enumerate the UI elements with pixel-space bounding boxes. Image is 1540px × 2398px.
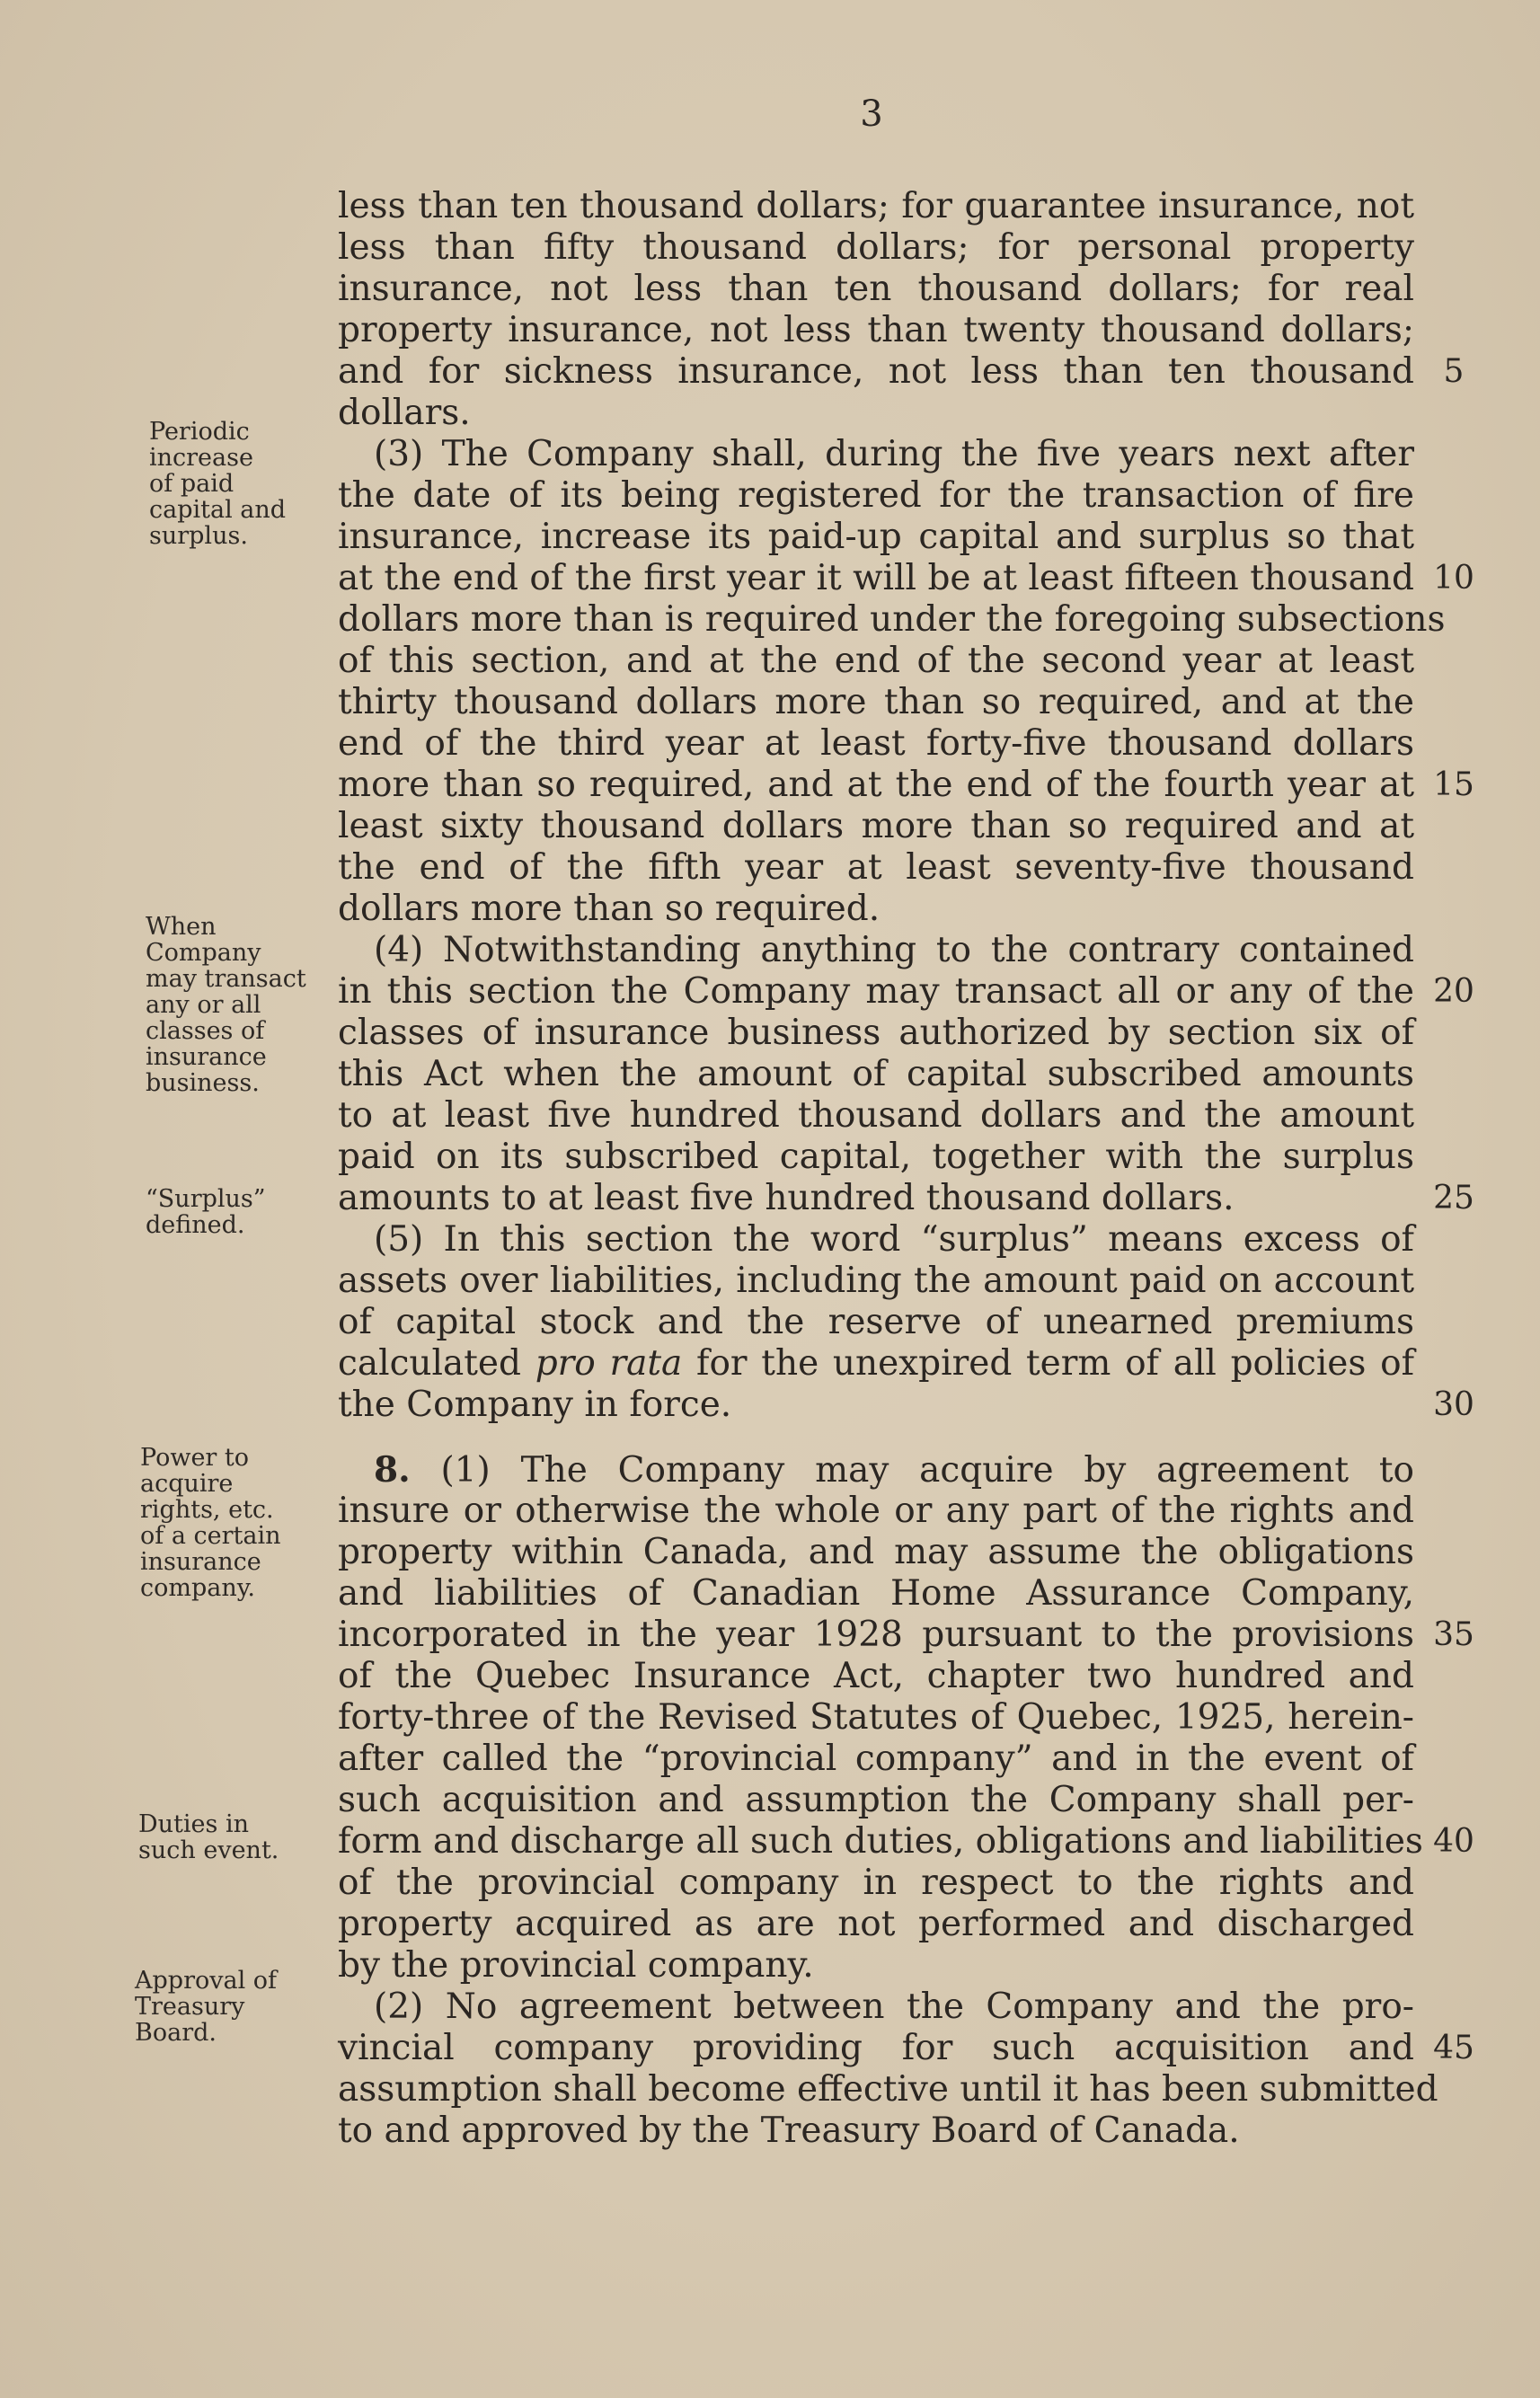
margin-note-line: Duties in bbox=[138, 1810, 249, 1838]
line-text: the Company in force. bbox=[338, 1385, 732, 1425]
line-number: 20 bbox=[1433, 973, 1474, 1010]
line-text: property acquired as are not performed and discharged bbox=[338, 1904, 1414, 1944]
line-text: this Act when the amount of capital subscribed amounts bbox=[338, 1054, 1414, 1094]
margin-note-line: When bbox=[146, 913, 217, 941]
body-line bbox=[338, 1449, 1414, 1491]
margin-note bbox=[146, 1186, 325, 1238]
line-text: dollars. bbox=[338, 393, 471, 433]
line-number: 25 bbox=[1433, 1180, 1474, 1217]
line-text: more than so required, and at the end of the fourth year at bbox=[338, 765, 1414, 805]
body-line bbox=[338, 517, 1414, 558]
margin-note bbox=[146, 914, 325, 1096]
line-number: 45 bbox=[1433, 2030, 1474, 2066]
body-line bbox=[338, 1054, 1414, 1095]
body-line bbox=[338, 1656, 1414, 1697]
margin-note-line: Periodic bbox=[149, 418, 250, 446]
margin-note-line: Approval of bbox=[135, 1967, 278, 1995]
margin-note-line: any or all bbox=[146, 991, 261, 1019]
line-number: 30 bbox=[1433, 1386, 1474, 1423]
page-number: 3 bbox=[860, 93, 883, 135]
body-line bbox=[338, 1491, 1414, 1532]
line-text: insure or otherwise the whole or any part of the rights and bbox=[338, 1491, 1414, 1531]
body-line bbox=[338, 1261, 1414, 1302]
body-line bbox=[338, 1095, 1414, 1137]
margin-note-line: “Surplus” bbox=[146, 1185, 266, 1213]
line-text: in this section the Company may transact all or any of the bbox=[338, 971, 1414, 1012]
line-text: (5) In this section the word “surplus” means excess of bbox=[374, 1219, 1414, 1260]
line-text: of this section, and at the end of the second year at least bbox=[338, 641, 1414, 681]
body-line bbox=[338, 227, 1414, 269]
body-line bbox=[338, 269, 1414, 310]
body-line bbox=[338, 2028, 1414, 2069]
margin-note-line: acquire bbox=[140, 1470, 234, 1498]
margin-note-line: surplus. bbox=[149, 522, 248, 550]
margin-note-line: business. bbox=[146, 1069, 260, 1097]
margin-note-line: classes of bbox=[146, 1017, 265, 1045]
line-text: amounts to at least five hundred thousand dollars. bbox=[338, 1178, 1235, 1218]
body-line bbox=[338, 1780, 1414, 1821]
line-number: 40 bbox=[1433, 1823, 1474, 1860]
line-text: for the unexpired term of all policies of bbox=[682, 1343, 1415, 1384]
margin-note-line: defined. bbox=[146, 1211, 245, 1239]
body-line bbox=[338, 889, 1414, 930]
body-line bbox=[338, 1573, 1414, 1615]
margin-note-line: capital and bbox=[149, 496, 287, 524]
margin-note-line: rights, etc. bbox=[140, 1496, 274, 1524]
body-line bbox=[338, 186, 1414, 227]
line-text: to and approved by the Treasury Board of Canada. bbox=[338, 2110, 1240, 2151]
body-line bbox=[338, 393, 1414, 434]
body-line bbox=[338, 1863, 1414, 1904]
line-text: of the Quebec Insurance Act, chapter two hundred and bbox=[338, 1656, 1414, 1696]
line-text: to at least five hundred thousand dollars and the amount bbox=[338, 1095, 1414, 1136]
line-text: at the end of the first year it will be at least fifteen thousand bbox=[338, 558, 1414, 598]
line-text: calculated bbox=[338, 1343, 535, 1384]
line-text: dollars more than so required. bbox=[338, 889, 881, 929]
margin-note-line: Power to bbox=[140, 1444, 250, 1472]
line-text: (3) The Company shall, during the five years next after bbox=[374, 434, 1414, 474]
line-text: of capital stock and the reserve of unearned premiums bbox=[338, 1302, 1414, 1342]
section-number: 8. bbox=[374, 1449, 411, 1491]
body-line bbox=[338, 1137, 1414, 1178]
line-text: by the provincial company. bbox=[338, 1945, 814, 1986]
line-text: and liabilities of Canadian Home Assurance Company, bbox=[338, 1573, 1414, 1614]
body-line bbox=[338, 1697, 1414, 1739]
line-text: less than ten thousand dollars; for guarantee insurance, not bbox=[338, 186, 1414, 226]
line-text: assets over liabilities, including the amount paid on account bbox=[338, 1261, 1414, 1301]
body-line bbox=[338, 930, 1414, 971]
margin-note bbox=[149, 419, 329, 549]
body-line bbox=[338, 1532, 1414, 1573]
line-text: dollars more than is required under the foregoing subsections bbox=[338, 599, 1446, 640]
line-text: less than fifty thousand dollars; for personal property bbox=[338, 227, 1414, 268]
margin-note-line: increase bbox=[149, 444, 253, 472]
body-line bbox=[338, 1987, 1414, 2028]
body-line bbox=[338, 1385, 1414, 1426]
margin-note bbox=[140, 1445, 320, 1601]
line-text: end of the third year at least forty-five thousand dollars bbox=[338, 723, 1414, 764]
body-line bbox=[338, 1615, 1414, 1656]
line-text: assumption shall become effective until it has been submitted bbox=[338, 2069, 1438, 2110]
line-text: least sixty thousand dollars more than so required and at bbox=[338, 806, 1414, 846]
body-line bbox=[338, 723, 1414, 765]
body-line bbox=[338, 1013, 1414, 1054]
margin-note-line: such event. bbox=[138, 1836, 279, 1864]
line-text: form and discharge all such duties, obligations and liabilities bbox=[338, 1821, 1423, 1862]
line-text: property insurance, not less than twenty thousand dollars; bbox=[338, 310, 1414, 350]
line-text: and for sickness insurance, not less than ten thousand bbox=[338, 351, 1414, 392]
margin-note-line: company. bbox=[140, 1574, 255, 1602]
body-line bbox=[338, 351, 1414, 393]
line-text: forty-three of the Revised Statutes of Quebec, 1925, herein- bbox=[338, 1697, 1414, 1738]
margin-note-line: of a certain bbox=[140, 1522, 281, 1550]
line-text: after called the “provincial company” and in the event of bbox=[338, 1739, 1414, 1779]
body-line bbox=[338, 1945, 1414, 1987]
body-line bbox=[338, 2069, 1438, 2110]
margin-note-line: Board. bbox=[135, 2019, 217, 2047]
line-text: the date of its being registered for the transaction of fire bbox=[338, 475, 1414, 516]
body-line bbox=[338, 1739, 1414, 1780]
margin-note bbox=[138, 1811, 318, 1863]
body-line bbox=[338, 310, 1414, 351]
body-line bbox=[338, 475, 1414, 517]
line-text: insurance, not less than ten thousand dollars; for real bbox=[338, 269, 1414, 309]
margin-note-line: insurance bbox=[140, 1548, 261, 1576]
body-line bbox=[338, 1343, 1414, 1385]
line-text: incorporated in the year 1928 pursuant to the provisions bbox=[338, 1615, 1414, 1655]
body-line bbox=[338, 641, 1414, 682]
line-number: 5 bbox=[1443, 353, 1465, 390]
line-number: 15 bbox=[1433, 766, 1474, 803]
margin-note-line: of paid bbox=[149, 470, 235, 498]
line-text: such acquisition and assumption the Company shall per- bbox=[338, 1780, 1414, 1820]
body-line bbox=[338, 599, 1446, 641]
line-number: 10 bbox=[1433, 560, 1474, 597]
body-line bbox=[338, 971, 1414, 1013]
line-text: the end of the fifth year at least seventy-five thousand bbox=[338, 847, 1414, 888]
margin-note bbox=[135, 1968, 314, 2046]
body-line bbox=[338, 1302, 1414, 1343]
line-number: 35 bbox=[1433, 1616, 1474, 1653]
line-text: property within Canada, and may assume the obligations bbox=[338, 1532, 1414, 1572]
margin-note-line: insurance bbox=[146, 1043, 267, 1071]
body-line bbox=[338, 2110, 1414, 2152]
body-line bbox=[338, 765, 1414, 806]
body-line bbox=[338, 434, 1414, 475]
line-text: of the provincial company in respect to the rights and bbox=[338, 1863, 1414, 1903]
line-text: vincial company providing for such acquisition and bbox=[338, 2028, 1414, 2068]
body-line bbox=[338, 1219, 1414, 1261]
margin-note-line: Company bbox=[146, 939, 261, 967]
body-line bbox=[338, 1904, 1414, 1945]
line-text: paid on its subscribed capital, together with the surplus bbox=[338, 1137, 1414, 1177]
line-text: insurance, increase its paid-up capital and surplus so that bbox=[338, 517, 1414, 557]
body-line bbox=[338, 558, 1414, 599]
line-text: (1) The Company may acquire by agreement to bbox=[410, 1450, 1414, 1491]
line-text: classes of insurance business authorized by section six of bbox=[338, 1013, 1414, 1053]
body-line bbox=[338, 1821, 1423, 1863]
margin-note-line: Treasury bbox=[135, 1993, 245, 2021]
margin-note-line: may transact bbox=[146, 965, 306, 993]
line-text: (2) No agreement between the Company and the pro- bbox=[374, 1987, 1414, 2027]
line-text: thirty thousand dollars more than so required, and at the bbox=[338, 682, 1414, 722]
body-line bbox=[338, 806, 1414, 847]
body-line bbox=[338, 1178, 1414, 1219]
body-line bbox=[338, 847, 1414, 889]
italic-term: pro rata bbox=[535, 1343, 683, 1384]
line-text: (4) Notwithstanding anything to the contrary contained bbox=[374, 930, 1414, 970]
body-line bbox=[338, 682, 1414, 723]
